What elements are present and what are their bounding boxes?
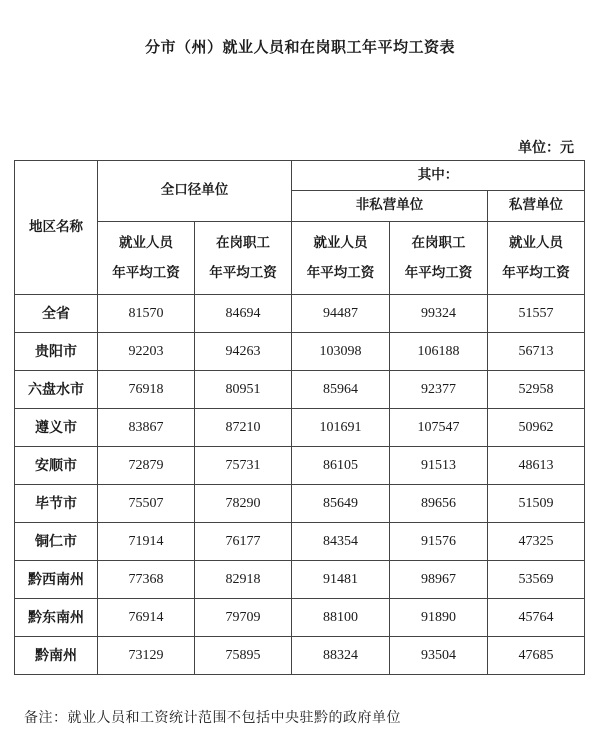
value-cell: 53569 <box>488 561 585 599</box>
value-cell: 75895 <box>195 637 292 675</box>
value-cell: 83867 <box>98 409 195 447</box>
value-cell: 45764 <box>488 599 585 637</box>
value-cell: 94487 <box>292 295 390 333</box>
value-cell: 52958 <box>488 371 585 409</box>
wage-table <box>14 160 585 675</box>
value-cell: 47325 <box>488 523 585 561</box>
table-title: 分市（州）就业人员和在岗职工年平均工资表 <box>144 38 455 56</box>
table-row <box>15 599 585 637</box>
value-cell: 84694 <box>195 295 292 333</box>
region-cell: 贵阳市 <box>15 333 98 371</box>
value-cell: 76177 <box>195 523 292 561</box>
value-cell: 91481 <box>292 561 390 599</box>
value-cell: 47685 <box>488 637 585 675</box>
value-cell: 71914 <box>98 523 195 561</box>
header-nonprivate-staff-line1: 在岗职工 <box>411 235 466 251</box>
value-cell: 101691 <box>292 409 390 447</box>
table-row <box>15 637 585 675</box>
value-cell: 92377 <box>390 371 488 409</box>
table-body <box>15 295 585 675</box>
value-cell: 85649 <box>292 485 390 523</box>
value-cell: 91513 <box>390 447 488 485</box>
header-all-staff-line1: 在岗职工 <box>216 235 270 251</box>
header-private-employed-line2: 年平均工资 <box>502 265 570 281</box>
region-cell: 铜仁市 <box>15 523 98 561</box>
table-row <box>15 447 585 485</box>
value-cell: 73129 <box>98 637 195 675</box>
region-cell: 遵义市 <box>15 409 98 447</box>
header-nonprivate-employed <box>292 222 390 295</box>
value-cell: 93504 <box>390 637 488 675</box>
region-cell: 六盘水市 <box>15 371 98 409</box>
header-of-which: 其中： <box>292 161 585 191</box>
header-region-name: 地区名称 <box>15 161 98 295</box>
value-cell: 99324 <box>390 295 488 333</box>
header-all-staff-line2: 年平均工资 <box>209 265 277 281</box>
header-all-employed-line1: 就业人员 <box>119 235 173 251</box>
header-private: 私营单位 <box>488 191 585 222</box>
value-cell: 76914 <box>98 599 195 637</box>
value-cell: 107547 <box>390 409 488 447</box>
header-all-employed-line2: 年平均工资 <box>112 265 180 281</box>
value-cell: 94263 <box>195 333 292 371</box>
value-cell: 82918 <box>195 561 292 599</box>
value-cell: 88324 <box>292 637 390 675</box>
value-cell: 72879 <box>98 447 195 485</box>
value-cell: 84354 <box>292 523 390 561</box>
region-cell: 黔南州 <box>15 637 98 675</box>
header-nonprivate-employed-line2: 年平均工资 <box>306 265 375 281</box>
value-cell: 79709 <box>195 599 292 637</box>
header-all-staff <box>195 222 292 295</box>
header-non-private: 非私营单位 <box>292 191 488 222</box>
value-cell: 103098 <box>292 333 390 371</box>
footnote: 备注：就业人员和工资统计范围不包括中央驻黔的政府单位 <box>24 710 401 726</box>
table-row <box>15 561 585 599</box>
value-cell: 91576 <box>390 523 488 561</box>
value-cell: 50962 <box>488 409 585 447</box>
table-row <box>15 485 585 523</box>
region-cell: 安顺市 <box>15 447 98 485</box>
value-cell: 76918 <box>98 371 195 409</box>
header-nonprivate-staff-line2: 年平均工资 <box>404 265 473 281</box>
value-cell: 87210 <box>195 409 292 447</box>
value-cell: 75507 <box>98 485 195 523</box>
value-cell: 80951 <box>195 371 292 409</box>
region-cell: 毕节市 <box>15 485 98 523</box>
header-nonprivate-staff <box>390 222 488 295</box>
value-cell: 75731 <box>195 447 292 485</box>
header-all-employed <box>98 222 195 295</box>
table-row <box>15 523 585 561</box>
region-cell: 全省 <box>15 295 98 333</box>
value-cell: 88100 <box>292 599 390 637</box>
value-cell: 48613 <box>488 447 585 485</box>
table-row <box>15 295 585 333</box>
value-cell: 81570 <box>98 295 195 333</box>
value-cell: 77368 <box>98 561 195 599</box>
table-row <box>15 371 585 409</box>
value-cell: 86105 <box>292 447 390 485</box>
unit-label: 单位：元 <box>518 140 574 156</box>
header-all-units: 全口径单位 <box>98 161 292 222</box>
region-cell: 黔东南州 <box>15 599 98 637</box>
table-row <box>15 333 585 371</box>
table-header <box>15 161 585 295</box>
table-row <box>15 409 585 447</box>
value-cell: 106188 <box>390 333 488 371</box>
header-nonprivate-employed-line1: 就业人员 <box>313 235 368 251</box>
value-cell: 85964 <box>292 371 390 409</box>
value-cell: 51557 <box>488 295 585 333</box>
value-cell: 78290 <box>195 485 292 523</box>
value-cell: 56713 <box>488 333 585 371</box>
region-cell: 黔西南州 <box>15 561 98 599</box>
value-cell: 91890 <box>390 599 488 637</box>
value-cell: 92203 <box>98 333 195 371</box>
value-cell: 89656 <box>390 485 488 523</box>
value-cell: 98967 <box>390 561 488 599</box>
value-cell: 51509 <box>488 485 585 523</box>
header-private-employed-line1: 就业人员 <box>509 235 563 251</box>
header-private-employed <box>488 222 585 295</box>
